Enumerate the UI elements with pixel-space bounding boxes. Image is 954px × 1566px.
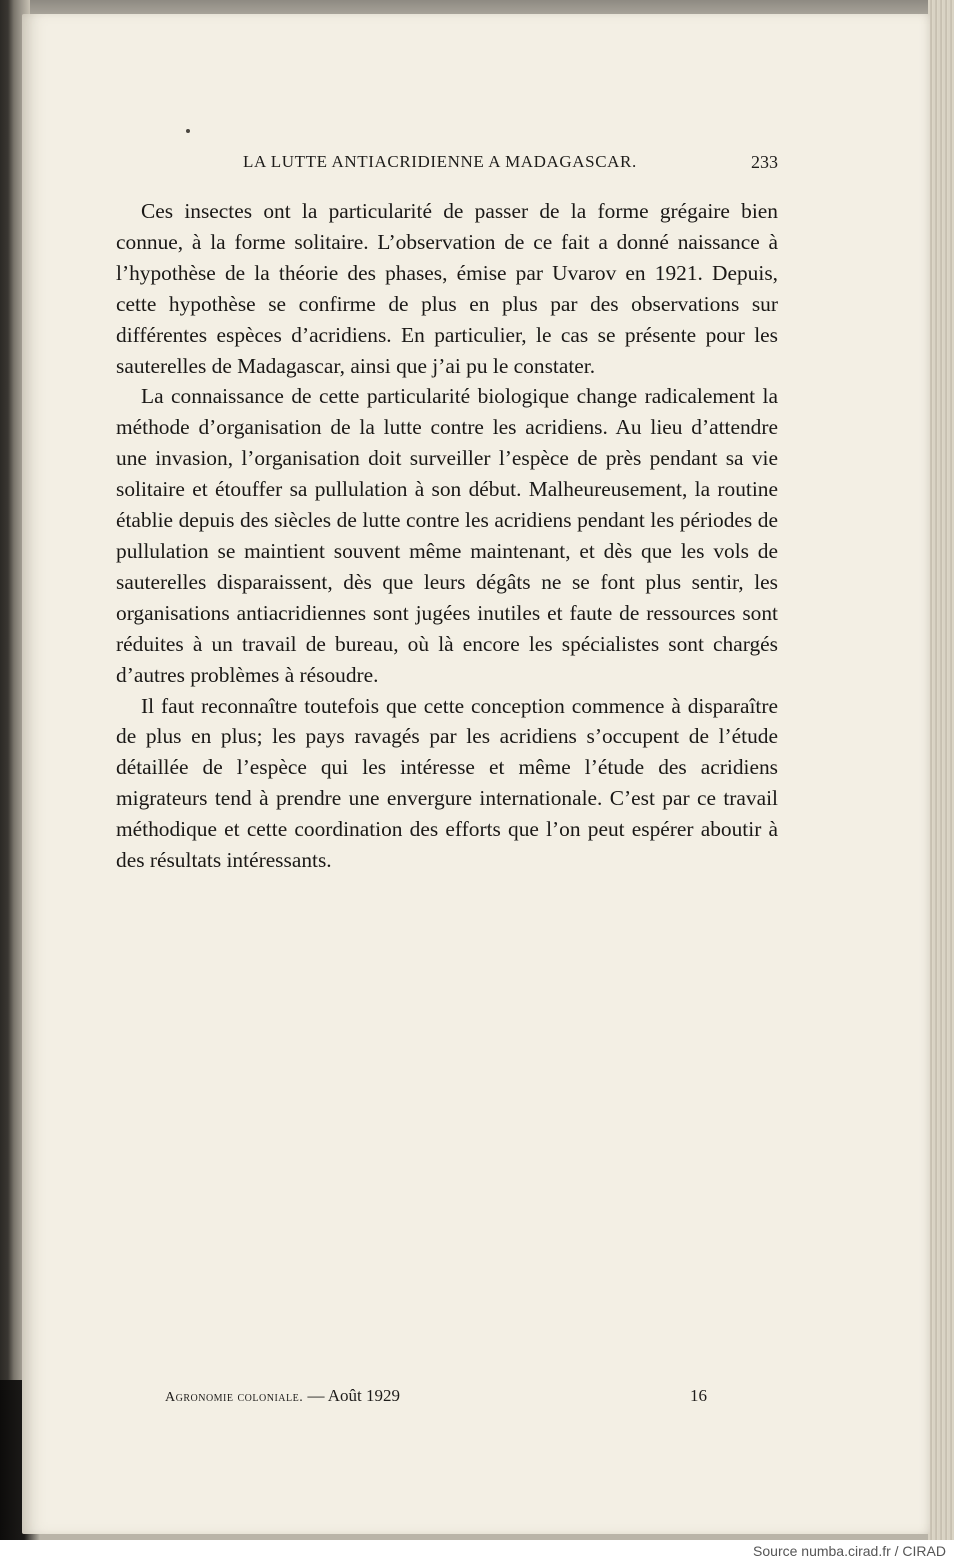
body-text (116, 196, 778, 876)
footer-signature-mark: 16 (690, 1386, 707, 1405)
footer-separator: — (303, 1386, 328, 1405)
footer-journal-name: Agronomie coloniale. (165, 1390, 304, 1405)
paragraph-2: La connaissance de cette particularité biologique change radicalement la méthode d’organisation de la lutte contre les acridiens. Au lieu d’attendre une invasion, l’organisation doit surveiller l’espèce de près pendant sa vie solitaire et étouffer sa pullulation à son début. Malheureusement, la routine établie depuis des siècles de lutte contre les acridiens pendant les périodes de pullulation se maintient souvent même maintenant, et dès que les vols de sauterelles disparaissent, dès que leurs dégâts ne se font plus sentir, les organisations antiacridiennes sont jugées inutiles et faute de ressources sont réduites à un travail de bureau, où là encore les spécialistes sont chargés d’autres problèmes à résoudre. (116, 384, 778, 687)
paragraph-1: Ces insectes ont la particularité de passer de la forme grégaire bien connue, à la forme solitaire. L’observation de ce fait a donné naissance à l’hypothèse de la théorie des phases, émise par Uvarov en 1921. Depuis, cette hypothèse se confirme de plus en plus par des observations sur différentes espèces d’acridiens. En particulier, le cas se présente pour les sauterelles de Madagascar, ainsi que j’ai pu le constater. (116, 199, 778, 378)
page-number: 233 (751, 152, 778, 172)
paragraph-3: Il faut reconnaître toutefois que cette conception commence à disparaître de plus en plus; les pays ravagés par les acridiens s’occupent de l’étude détaillée de l’espèce qui les intéresse et même l’étude des acridiens migrateurs tend à prendre une envergure internationale. C’est par ce travail méthodique et cette coordination des efforts que l’on peut espérer aboutir à des résultats intéressants. (116, 693, 778, 873)
ink-speck (186, 129, 190, 133)
page-stack-edges (928, 0, 954, 1540)
source-credit: Source numba.cirad.fr / CIRAD (753, 1543, 946, 1559)
footer-date: Août 1929 (327, 1386, 401, 1405)
running-head-title: LA LUTTE ANTIACRIDIENNE A MADAGASCAR. (243, 152, 637, 171)
footer-journal-line (165, 1386, 465, 1406)
